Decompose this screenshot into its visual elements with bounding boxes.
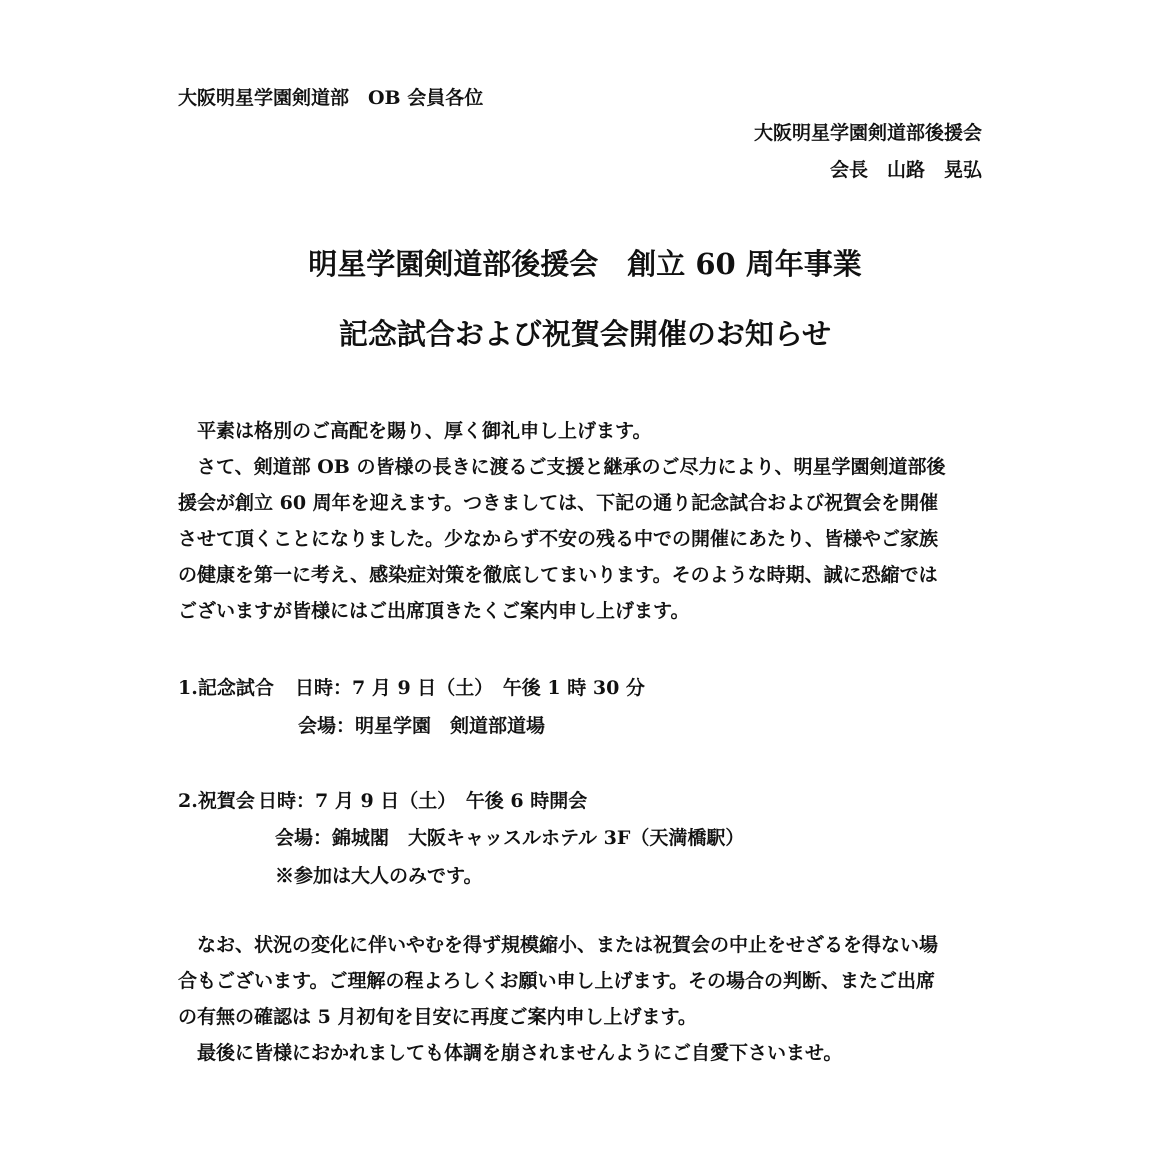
notice-title-line-2: 記念試合および祝賀会開催のお知らせ (338, 317, 832, 351)
event-label: 1.記念試合 (178, 677, 274, 699)
event-venue: 会場：明星学園 剣道部道場 (298, 715, 546, 737)
intro-line: 平素は格別のご高配を賜り、厚く御礼申し上げます。 (178, 420, 652, 442)
intro-line: 援会が創立 60 周年を迎えます。つきましては、下記の通り記念試合および祝賀会を開催 (178, 492, 939, 514)
intro-line: させて頂くことになりました。少なからず不安の残る中での開催にあたり、皆様やご家族 (178, 528, 939, 550)
recipient-line: 大阪明星学園剣道部 OB 会員各位 (178, 87, 484, 109)
closing-paragraph (178, 927, 998, 1071)
event-date: 日時：7 月 9 日（土） 午後 1 時 30 分 (295, 677, 645, 699)
sender-name: 会長 山路 晃弘 (829, 159, 982, 181)
event-note: ※参加は大人のみです。 (275, 865, 483, 887)
closing-line: の有無の確認は 5 月初旬を目安に再度ご案内申し上げます。 (178, 1006, 697, 1028)
intro-line: さて、剣道部 OB の皆様の長きに渡るご支援と継承のご尽力により、明星学園剣道部後 (178, 456, 946, 478)
event-venue: 会場：錦城閣 大阪キャッスルホテル 3F（天満橋駅） (275, 827, 745, 849)
closing-line: なお、状況の変化に伴いやむを得ず規模縮小、または祝賀会の中止をせざるを得ない場 (178, 934, 939, 956)
intro-line: の健康を第一に考え、感染症対策を徹底してまいります。そのような時期、誠に恐縮では (178, 564, 938, 586)
intro-paragraph (178, 413, 998, 629)
event-date: 日時：7 月 9 日（土） 午後 6 時開会 (258, 790, 588, 812)
notice-title-line-1: 明星学園剣道部後援会 創立 60 周年事業 (308, 247, 862, 281)
closing-line: 最後に皆様におかれましても体調を崩されませんようにご自愛下さいませ。 (178, 1042, 843, 1064)
sender-organization: 大阪明星学園剣道部後援会 (753, 122, 982, 144)
event-label: 2.祝賀会 (178, 790, 255, 812)
intro-line: ございますが皆様にはご出席頂きたくご案内申し上げます。 (178, 600, 690, 622)
closing-line: 合もございます。ご理解の程よろしくお願い申し上げます。その場合の判断、またご出席 (178, 970, 935, 992)
